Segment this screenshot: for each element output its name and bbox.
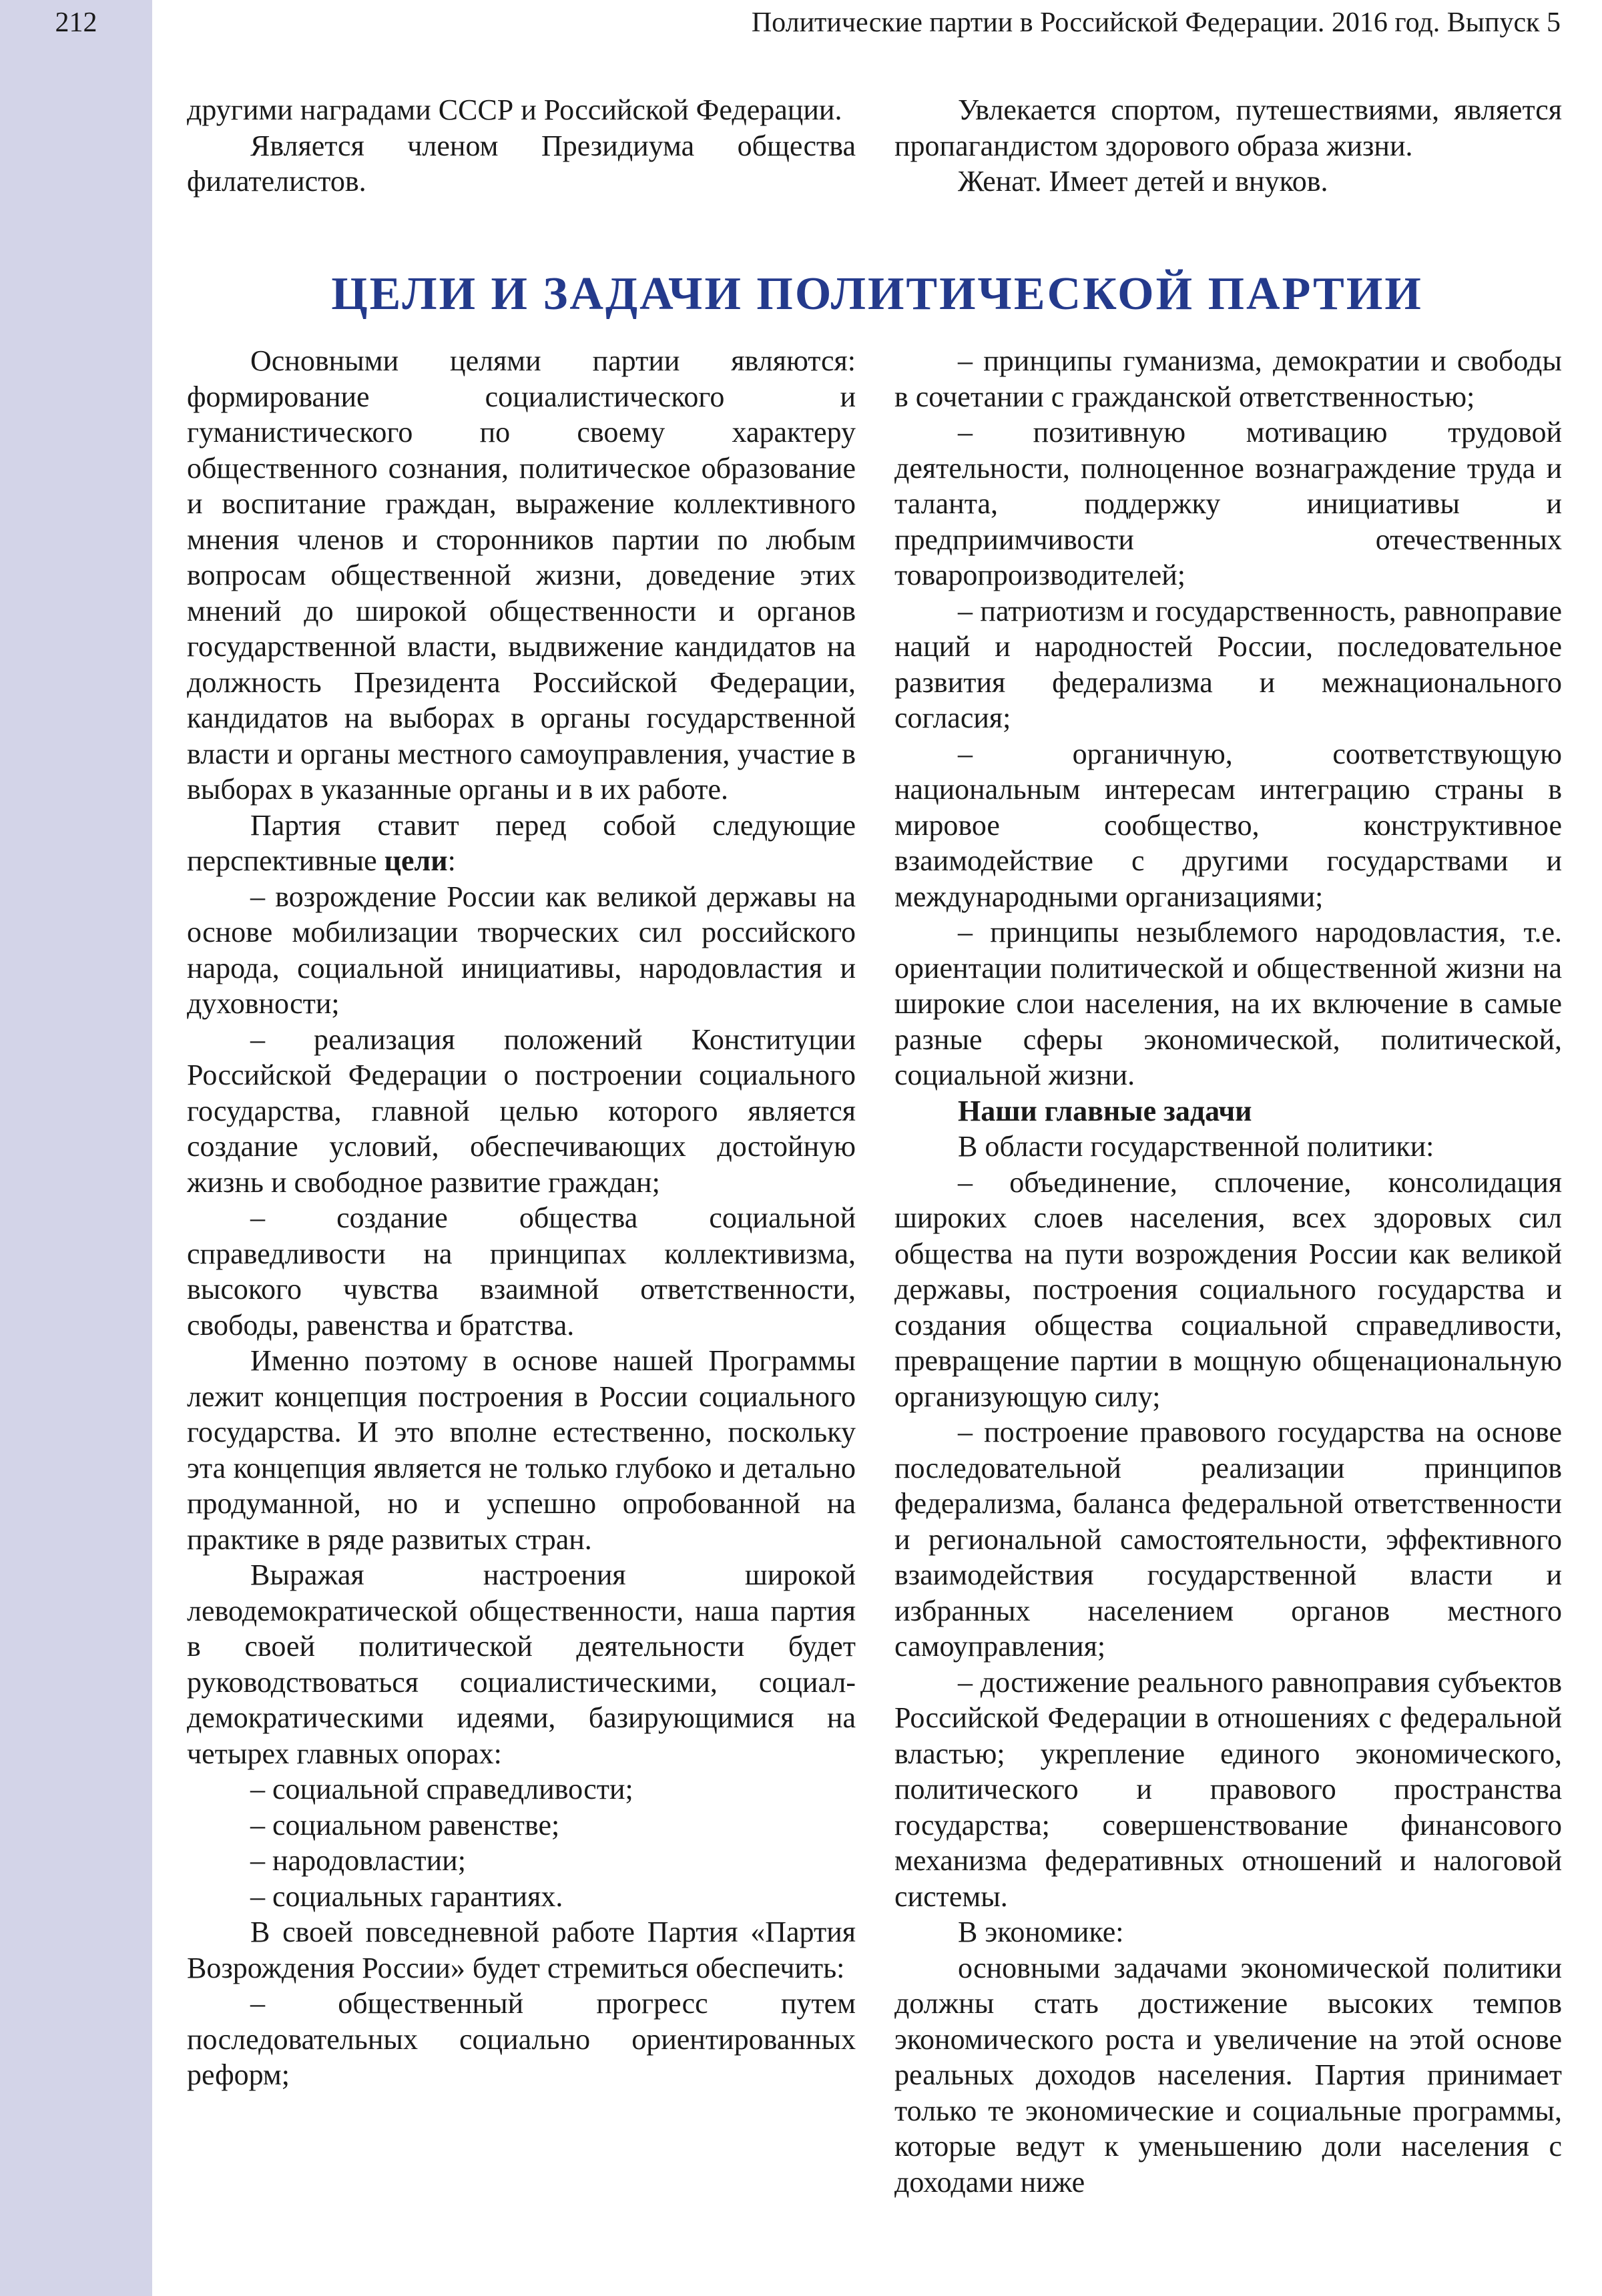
- principle-item: – патриотизм и государственность, равноправие наций и народностей России, последовательное развития федерализма и межнационального согласия;: [894, 594, 1562, 734]
- paragraph: Именно поэтому в основе нашей Программы лежит концепция построения в России социального государства. И это вполне естественно, поскольку эта концепция является не только глубоко и детально продуманной, но и успешно опробованной на практике в ряде развитых стран.: [187, 1344, 856, 1556]
- section-title: ЦЕЛИ И ЗАДАЧИ ПОЛИТИЧЕСКОЙ ПАРТИИ: [331, 268, 1423, 320]
- running-title: Политические партии в Российской Федерации. 2016 год. Выпуск 5: [751, 7, 1561, 38]
- paragraph: Женат. Имеет детей и внуков.: [958, 165, 1328, 198]
- principle-item: – позитивную мотивацию трудовой деятельности, полноценное вознаграждение труда и таланта, поддержку инициативы и предприимчивости отечественных товаропроизводителей;: [894, 416, 1562, 591]
- goals-intro-text: Партия ставит перед собой следующие перспективные: [187, 808, 856, 877]
- pillar-item: – социальной справедливости;: [250, 1773, 633, 1805]
- main-left-column: [187, 343, 856, 2093]
- top-left-column: [187, 92, 856, 200]
- page-number: 212: [55, 7, 97, 38]
- task-item: – достижение реального равноправия субъектов Российской Федерации в отношениях с федеральной властью; укрепление единого экономического, политического и правового пространства государства; совершенствование финансового механизма федеративных отношений и налоговой системы.: [894, 1665, 1562, 1913]
- paragraph: В своей повседневной работе Партия «Партия Возрождения России» будет стремиться обеспечить:: [187, 1916, 856, 1984]
- goal-item: – создание общества социальной справедливости на принципах коллективизма, высокого чувства взаимной ответственности, свободы, равенства и братства.: [187, 1201, 856, 1342]
- goals-keyword: цели: [384, 844, 448, 877]
- goal-item: – возрождение России как великой державы на основе мобилизации творческих сил российского народа, социальной инициативы, народовластия и духовности;: [187, 880, 856, 1020]
- pillar-item: – социальных гарантиях.: [250, 1880, 563, 1913]
- left-margin-band: [0, 0, 152, 2296]
- paragraph: Увлекается спортом, путешествиями, является пропагандистом здорового образа жизни.: [894, 93, 1562, 162]
- pillar-item: – социальном равенстве;: [250, 1808, 560, 1841]
- paragraph: Является членом Президиума общества филателистов.: [187, 129, 856, 198]
- task-item: – объединение, сплочение, консолидация широких слоев населения, всех здоровых сил общества на пути возрождения России как великой державы, построения социального государства и создания общества социальной справедливости, превращение партии в мощную общенациональную организующую силу;: [894, 1165, 1562, 1413]
- goal-item: – реализация положений Конституции Российской Федерации о построении социального государства, главной целью которого является создание условий, обеспечивающих достойную жизнь и свободное развитие граждан;: [187, 1023, 856, 1199]
- paragraph: основными задачами экономической политики должны стать достижение высоких темпов экономического роста и увеличение на этой основе реальных доходов населения. Партия принимает только те экономические и социальные программы, которые ведут к уменьшению доли населения с доходами ниже: [894, 1951, 1562, 2199]
- task-item: – построение правового государства на основе последовательной реализации принципов федерализма, баланса федеральной ответственности и региональной самостоятельности, эффективного взаимодействия государственной власти и избранных населением органов местного самоуправления;: [894, 1416, 1562, 1663]
- paragraph: другими наградами СССР и Российской Федерации.: [187, 93, 842, 126]
- goals-intro-colon: :: [447, 844, 456, 877]
- top-right-column: [894, 92, 1562, 200]
- main-right-column: [894, 343, 1562, 2200]
- principle-item: – принципы гуманизма, демократии и свободы в сочетании с гражданской ответственностью;: [894, 344, 1562, 413]
- economy-label: В экономике:: [958, 1916, 1124, 1948]
- paragraph: Основными целями партии являются: формирование социалистического и гуманистического по своему характеру общественного сознания, политическое образование и воспитание граждан, выражение коллективного мнения членов и сторонников партии по любым вопросам общественной жизни, доведение этих мнений до широкой общественности и органов государственной власти, выдвижение кандидатов на должность Президента Российской Федерации, кандидатов на выборах в органы государственной власти и органы местного самоуправления, участие в выборах в указанные органы и в их работе.: [187, 344, 856, 806]
- paragraph: – общественный прогресс путем последовательных социально ориентированных реформ;: [187, 1987, 856, 2091]
- state-policy-label: В области государственной политики:: [958, 1130, 1434, 1163]
- principle-item: – органичную, соответствующую национальным интересам интеграцию страны в мировое сообщество, конструктивное взаимодействие с другими государствами и международными организациями;: [894, 737, 1562, 913]
- pillar-item: – народовластии;: [250, 1844, 466, 1877]
- tasks-subheading: Наши главные задачи: [958, 1094, 1252, 1127]
- paragraph: Выражая настроения широкой леводемократической общественности, наша партия в своей политической деятельности будет руководствоваться социалистическими, социал-демократическими идеями, базирующимися на четырех главных опорах:: [187, 1558, 856, 1770]
- goals-intro: [187, 808, 856, 879]
- principle-item: – принципы незыблемого народовластия, т.е. ориентации политической и общественной жизни на широкие слои населения, на их включение в самые разные сферы экономической, политической, социальной жизни.: [894, 916, 1562, 1091]
